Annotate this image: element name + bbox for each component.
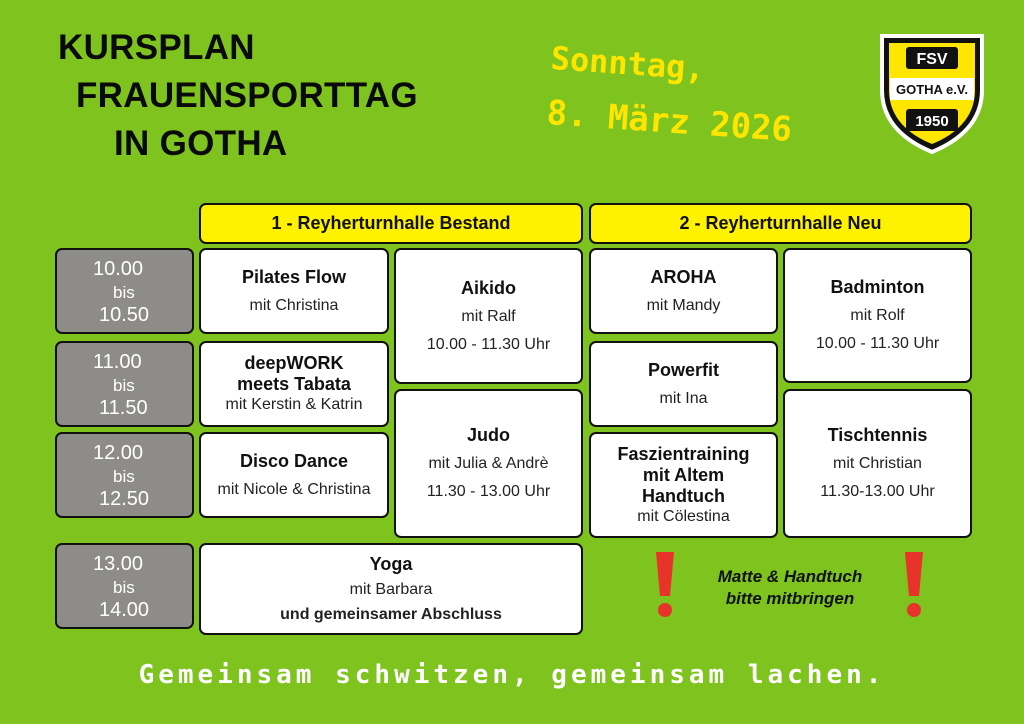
course-trainer: mit Ina [659,389,708,407]
logo-bottom-text: 1950 [915,113,949,130]
course-deepwork [199,341,389,427]
time-slot-1 [55,248,194,334]
bring-items-note [690,566,890,610]
course-trainer: mit Kerstin & Katrin [225,396,363,413]
course-time: 11.30 - 13.00 Uhr [426,483,551,500]
course-yoga [199,543,583,635]
course-name: Pilates Flow [241,266,347,287]
course-trainer: mit Mandy [646,296,721,314]
title-line-2: FRAUENSPORTTAG [76,76,418,115]
time-start: 11.00 [93,351,142,373]
time-start: 12.00 [93,442,144,464]
logo-top-text: FSV [916,51,948,68]
course-pilates-flow [199,248,389,334]
course-disco-dance [199,432,389,518]
course-name: Disco Dance [239,450,349,471]
note-line-1: Matte & Handtuch [717,567,863,586]
course-trainer: mit Cölestina [637,507,730,525]
time-end: 14.00 [99,599,150,621]
course-badminton [783,248,972,383]
exclamation-right-icon [901,550,927,620]
course-name-line-3: Handtuch [642,485,725,506]
title-line-1: KURSPLAN [58,28,255,67]
date-line-2: 8. März 2026 [545,93,794,151]
course-name: Powerfit [647,359,719,380]
course-judo [394,389,583,538]
course-tischtennis [783,389,972,538]
hall-header-1: 1 - Reyherturnhalle Bestand [199,203,583,244]
fsv-gotha-logo [876,30,988,156]
course-name: Tischtennis [827,425,928,445]
time-slot-2 [55,341,194,427]
course-aikido [394,248,583,384]
course-name-line-1: deepWORK [244,353,344,373]
course-name: Yoga [369,553,413,574]
exclamation-left-icon [652,550,678,620]
course-trainer: mit Julia & Andrè [428,455,549,472]
course-name: AROHA [650,266,717,287]
course-name-line-1: Faszientraining [617,443,750,464]
course-trainer: mit Christian [833,455,922,472]
course-trainer: mit Ralf [461,307,516,325]
course-name-line-2: mit Altem [642,464,725,485]
course-name: Badminton [830,277,925,297]
date-line-1: Sonntag, [549,39,706,88]
time-bis: bis [113,283,135,302]
time-bis: bis [113,376,135,395]
time-slot-4 [55,543,194,629]
course-name: Aikido [460,277,516,298]
hall-header-2: 2 - Reyherturnhalle Neu [589,203,972,244]
time-bis: bis [113,578,135,597]
course-name: Judo [467,425,510,445]
time-end: 11.50 [99,397,148,419]
course-faszientraining [589,432,778,538]
course-extra: und gemeinsamer Abschluss [280,605,502,623]
course-trainer: mit Christina [249,296,339,314]
course-time: 10.00 - 11.30 Uhr [426,335,551,353]
course-trainer: mit Rolf [850,307,905,324]
course-aroha [589,248,778,334]
logo-middle-text: GOTHA e.V. [895,82,969,97]
time-start: 13.00 [93,553,144,575]
time-bis: bis [113,467,135,486]
course-time: 10.00 - 11.30 Uhr [815,335,940,352]
time-end: 10.50 [99,304,150,326]
course-powerfit [589,341,778,427]
course-time: 11.30-13.00 Uhr [820,483,935,500]
course-trainer: mit Nicole & Christina [217,480,371,498]
time-slot-3 [55,432,194,518]
course-name-line-2: meets Tabata [237,374,351,394]
time-start: 10.00 [93,258,144,280]
time-end: 12.50 [99,488,150,510]
note-line-2: bitte mitbringen [725,589,855,608]
title-line-3: IN GOTHA [114,124,288,163]
slogan: Gemeinsam schwitzen, gemeinsam lachen. [138,660,886,690]
course-trainer: mit Barbara [349,580,433,598]
